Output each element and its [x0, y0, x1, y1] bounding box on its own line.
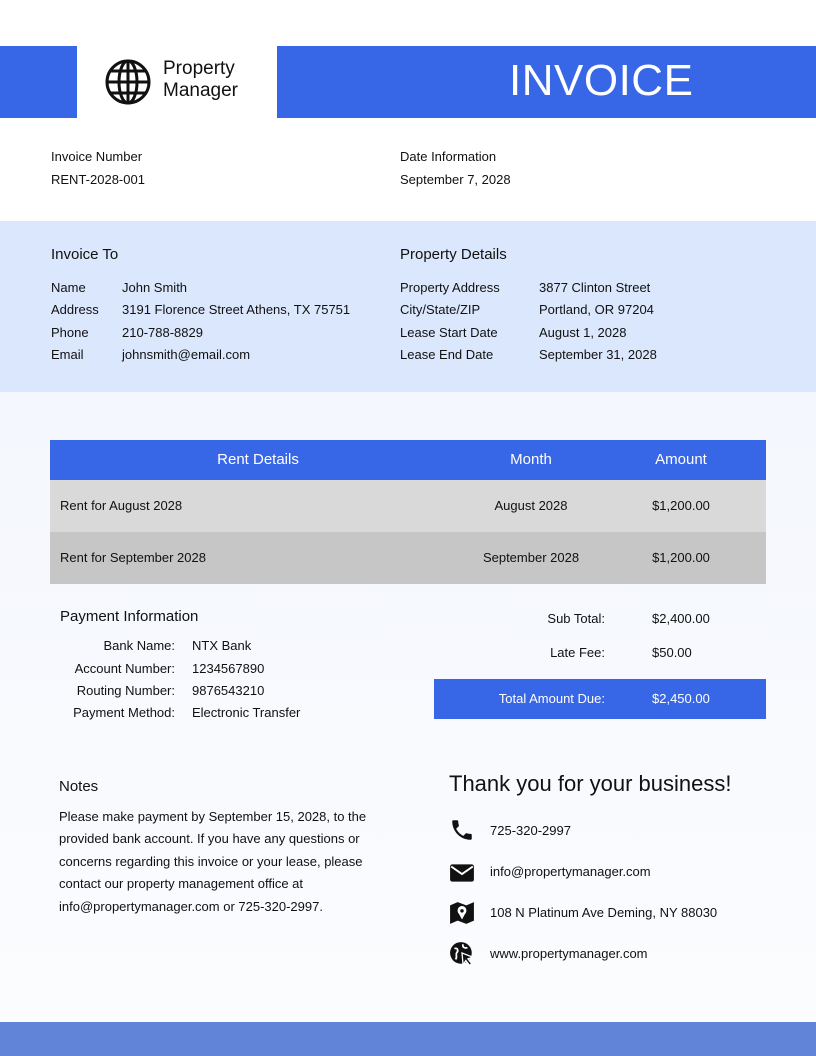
brand-line-1: Property — [163, 58, 235, 79]
brand-line-2: Manager — [163, 80, 238, 101]
header-bar-left — [0, 46, 77, 118]
globe-icon — [105, 59, 151, 105]
property-value: 3877 Clinton Street — [539, 280, 651, 295]
footer-bar — [0, 1022, 816, 1056]
amount-cell: $1,200.00 — [652, 498, 710, 513]
brand-name — [163, 58, 238, 102]
late-fee-value: $50.00 — [652, 645, 692, 660]
invoice-to-label: Email — [51, 347, 84, 362]
subtotal-label: Sub Total: — [547, 611, 605, 626]
subtotal-value: $2,400.00 — [652, 611, 710, 626]
notes-body: Please make payment by September 15, 2028, to the provided bank account. If you have any questions or concerns regarding this invoice or your lease, please contact our property management office at info@propertymanager.com or 725-320-2997. — [59, 809, 367, 914]
payment-label: Payment Method: — [73, 705, 175, 720]
invoice-to-label: Name — [51, 280, 86, 295]
invoice-title: INVOICE — [509, 56, 694, 105]
globe-cursor-icon — [449, 941, 475, 967]
invoice-number-label: Invoice Number — [51, 149, 143, 164]
map-icon — [449, 900, 475, 926]
invoice-number: RENT-2028-001 — [51, 172, 145, 187]
total-due-value: $2,450.00 — [652, 691, 710, 706]
property-label: Property Address — [400, 280, 500, 295]
month-cell: September 2028 — [482, 550, 580, 565]
thank-you-message: Thank you for your business! — [449, 771, 732, 796]
invoice-to-label: Address — [51, 302, 99, 317]
property-label: Lease Start Date — [400, 325, 498, 340]
column-header-amount: Amount — [655, 451, 707, 468]
property-value: Portland, OR 97204 — [539, 302, 654, 317]
total-due-label: Total Amount Due: — [498, 691, 605, 706]
date-label: Date Information — [400, 149, 497, 164]
rent-detail-cell: Rent for August 2028 — [60, 498, 183, 513]
amount-cell: $1,200.00 — [652, 550, 710, 565]
property-value: August 1, 2028 — [539, 325, 627, 340]
column-header-rent-details: Rent Details — [217, 451, 299, 468]
property-details-heading: Property Details — [400, 246, 507, 263]
payment-value: NTX Bank — [192, 638, 252, 653]
column-header-month: Month — [510, 451, 552, 468]
invoice-to-value: 210-788-8829 — [122, 325, 203, 340]
property-label: Lease End Date — [400, 347, 494, 362]
property-value: September 31, 2028 — [539, 347, 657, 362]
payment-label: Routing Number: — [76, 683, 175, 698]
invoice-to-heading: Invoice To — [51, 246, 119, 263]
payment-label: Bank Name: — [103, 638, 175, 653]
payment-label: Account Number: — [74, 661, 175, 676]
late-fee-label: Late Fee: — [550, 645, 605, 660]
contact-email: info@propertymanager.com — [490, 864, 651, 879]
invoice-to-label: Phone — [51, 325, 89, 340]
payment-value: 1234567890 — [192, 661, 265, 676]
rent-detail-cell: Rent for September 2028 — [60, 550, 206, 565]
contact-phone: 725-320-2997 — [490, 823, 571, 838]
mail-icon — [449, 860, 475, 886]
invoice-to-value: 3191 Florence Street Athens, TX 75751 — [122, 302, 351, 317]
payment-value: 9876543210 — [192, 683, 265, 698]
payment-heading: Payment Information — [60, 608, 199, 625]
invoice-to-value: johnsmith@email.com — [122, 347, 251, 362]
invoice-date: September 7, 2028 — [400, 172, 511, 187]
contact-address: 108 N Platinum Ave Deming, NY 88030 — [490, 905, 718, 920]
month-cell: August 2028 — [494, 498, 568, 513]
phone-icon — [449, 817, 475, 843]
notes-heading: Notes — [59, 778, 99, 795]
payment-value: Electronic Transfer — [192, 705, 301, 720]
contact-website: www.propertymanager.com — [490, 946, 648, 961]
invoice-to-value: John Smith — [122, 280, 188, 295]
property-label: City/State/ZIP — [400, 302, 481, 317]
